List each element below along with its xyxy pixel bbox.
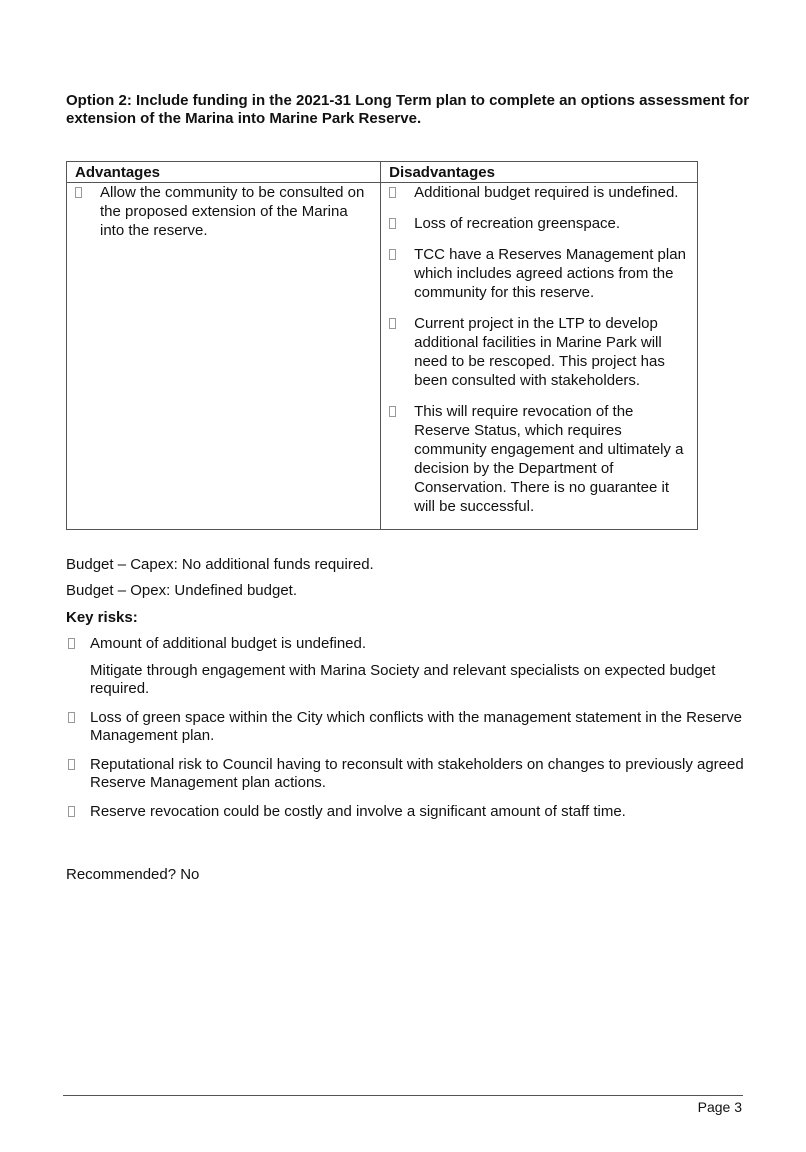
bullet-icon xyxy=(389,218,396,229)
key-risks-list xyxy=(66,635,746,832)
bullet-icon xyxy=(389,318,396,329)
disadvantage-item: Current project in the LTP to develop additional facilities in Marine Park will need to be rescoped. This project has been consulted with stakeholders. xyxy=(387,314,689,390)
bullet-icon xyxy=(68,712,75,723)
advantages-header: Advantages xyxy=(67,162,381,183)
risk-item: Reputational risk to Council having to reconsult with stakeholders on changes to previously agreed Reserve Management plan actions. xyxy=(66,756,746,792)
disadvantage-item: TCC have a Reserves Management plan which includes agreed actions from the community for this reserve. xyxy=(387,245,689,302)
page-number: Page 3 xyxy=(697,1099,742,1115)
risk-item: Loss of green space within the City which conflicts with the management statement in the Reserve Management plan. xyxy=(66,709,746,745)
bullet-icon xyxy=(389,249,396,260)
disadvantage-item: Loss of recreation greenspace. xyxy=(387,214,689,233)
bullet-icon xyxy=(68,759,75,770)
disadvantages-cell xyxy=(381,183,698,530)
risk-item: Amount of additional budget is undefined. xyxy=(66,635,746,653)
option-heading: Option 2: Include funding in the 2021-31 Long Term plan to complete an options assessment for extension of the Marina into Marine Park Reserve. xyxy=(66,92,750,127)
bullet-icon xyxy=(389,187,396,198)
bullet-icon xyxy=(68,638,75,649)
disadvantage-item: Additional budget required is undefined. xyxy=(387,183,689,202)
risk-item: Reserve revocation could be costly and involve a significant amount of staff time. xyxy=(66,803,746,821)
bullet-icon xyxy=(75,187,82,198)
mitigation-note: Mitigate through engagement with Marina Society and relevant specialists on expected budget required. xyxy=(90,662,716,697)
advantages-cell xyxy=(67,183,381,530)
disadvantage-item: This will require revocation of the Reserve Status, which requires community engagement and ultimately a decision by the Department of Conservation. There is no guarantee it will be successful. xyxy=(387,402,689,516)
advantage-item: Allow the community to be consulted on the proposed extension of the Marina into the reserve. xyxy=(73,183,372,240)
bullet-icon xyxy=(68,806,75,817)
budget-capex: Budget – Capex: No additional funds required. xyxy=(66,556,374,573)
key-risks-title: Key risks: xyxy=(66,609,138,626)
bullet-icon xyxy=(389,406,396,417)
recommendation: Recommended? No xyxy=(66,866,200,883)
disadvantages-header: Disadvantages xyxy=(381,162,698,183)
advantages-disadvantages-table xyxy=(66,161,698,530)
footer-divider xyxy=(63,1095,743,1096)
budget-opex: Budget – Opex: Undefined budget. xyxy=(66,582,298,599)
